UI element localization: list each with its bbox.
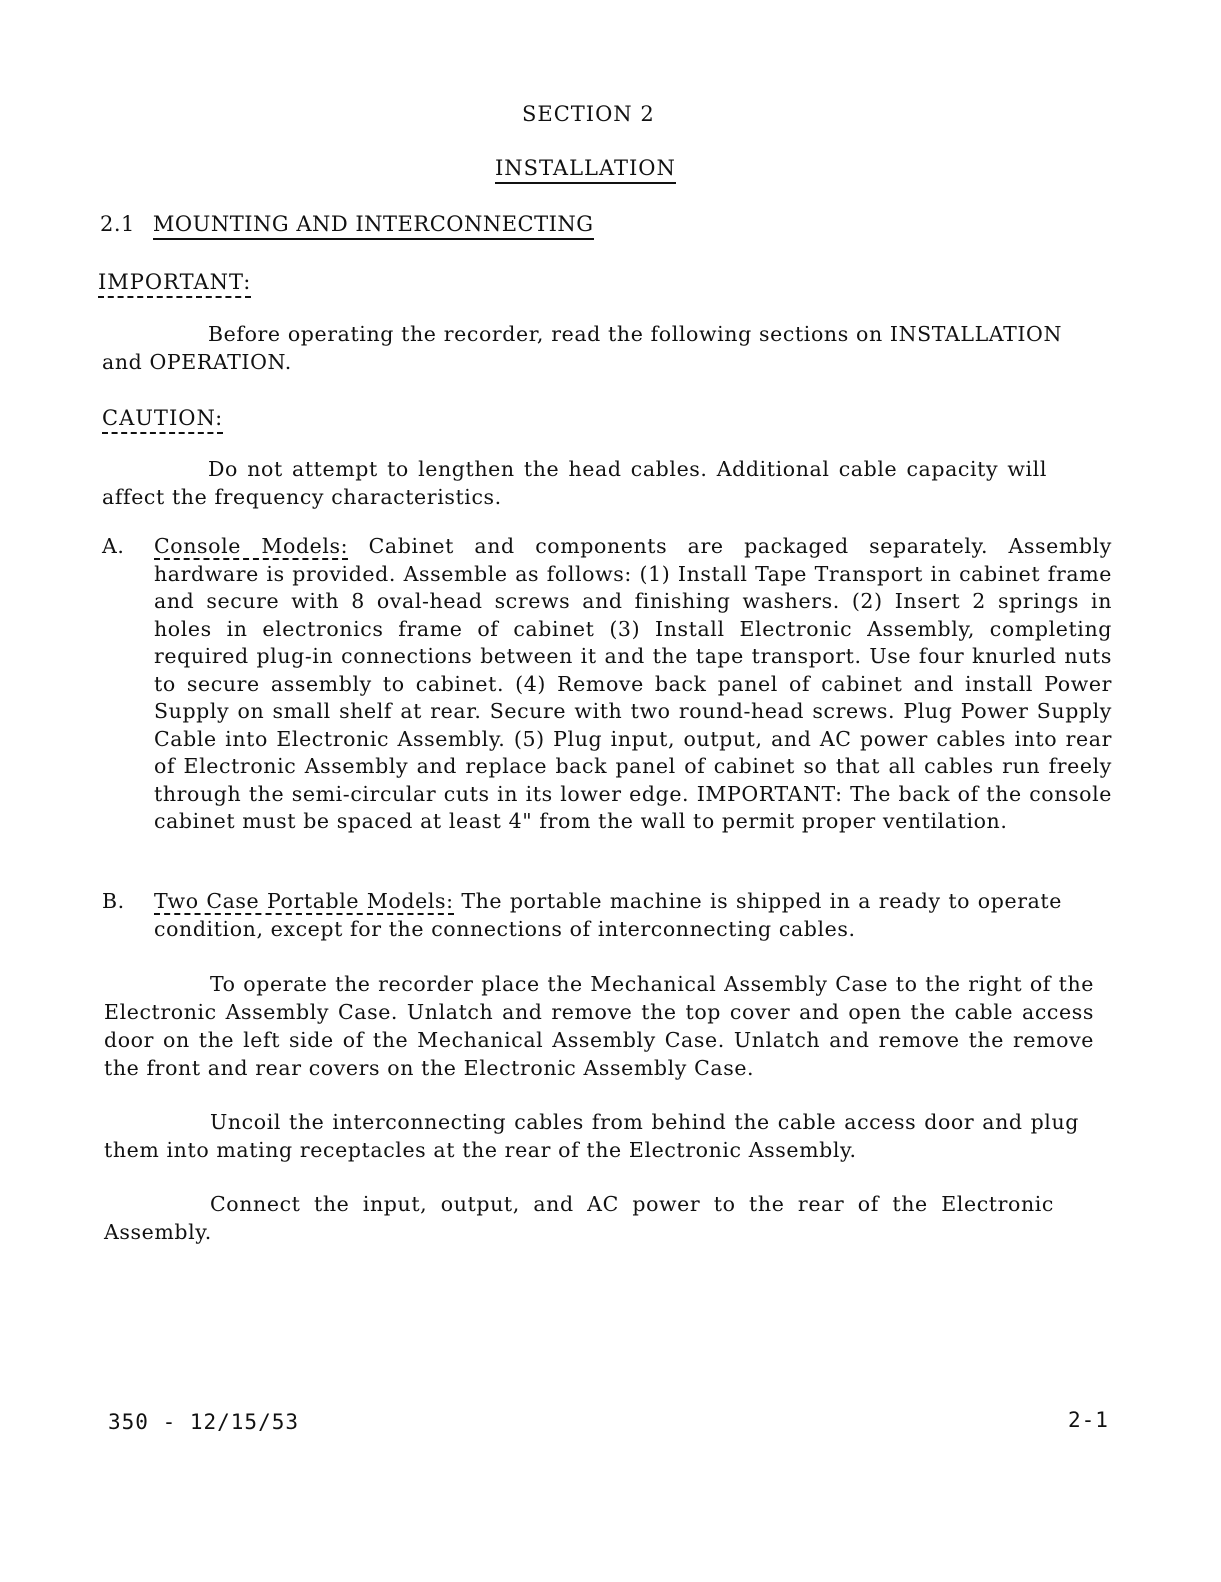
caution-paragraph: Do not attempt to lengthen the head cables. Additional cable capacity will affect the frequency characteristics. — [102, 457, 1047, 509]
list-marker: A. — [102, 534, 125, 558]
list-item-body — [154, 533, 1112, 836]
uncoil-paragraph: Uncoil the interconnecting cables from behind the cable access door and plug them into mating receptacles at the rear of the Electronic Assembly. — [104, 1110, 1079, 1162]
subsection-title: MOUNTING AND INTERCONNECTING — [153, 212, 594, 240]
section-label: SECTION 2 — [522, 102, 655, 126]
important-paragraph: Before operating the recorder, read the following sections on INSTALLATION and OPERATION. — [102, 322, 1062, 374]
list-item-console-models — [102, 533, 1112, 836]
list-item-portable-models — [102, 888, 1062, 943]
list-item-text: Cabinet and components are packaged separately. Assembly hardware is provided. Assemble as follows: (1) Install Tape Transport in cabinet frame and secure with 8 oval-head screws and finishing washers. (2) Insert 2 springs in holes in electronics frame of cabinet (3) Install Electronic Assembly, completing required plug-in connections between it and the tape transport. Use four knurled nuts to secure assembly to cabinet. (4) Remove back panel of cabinet and install Power Supply on small shelf at rear. Secure with two round-head screws. Plug Power Supply Cable into Electronic Assembly. (5) Plug input, output, and AC power cables into rear of Electronic Assembly and replace back panel of cabinet so that all cables run freely through the semi-circular cuts in its lower edge. IMPORTANT: The back of the console cabinet must be spaced at least 4" from the wall to permit proper ventilation. — [154, 534, 1112, 833]
important-label: IMPORTANT: — [98, 270, 251, 298]
document-code: 350 - 12/15/53 — [108, 1410, 300, 1434]
section-title: INSTALLATION — [495, 156, 676, 184]
list-marker: B. — [102, 889, 125, 913]
page-number: 2-1 — [1068, 1408, 1109, 1432]
list-item-heading: Console Models: — [154, 534, 349, 558]
caution-label: CAUTION: — [102, 406, 223, 434]
subsection-number: 2.1 — [100, 212, 135, 236]
list-item-body — [154, 888, 1062, 943]
list-item-text: The portable machine is shipped in a ready to operate condition, except for the connections of interconnecting cables. — [154, 889, 1062, 941]
operate-paragraph: To operate the recorder place the Mechanical Assembly Case to the right of the Electronic Assembly Case. Unlatch and remove the top cover and open the cable access door on the left side of the Mechanical Assembly Case. Unlatch and remove the remove the front and rear covers on the Electronic Assembly Case. — [104, 972, 1094, 1080]
connect-paragraph: Connect the input, output, and AC power to the rear of the Electronic Assembly. — [104, 1192, 1054, 1244]
subsection-heading — [100, 212, 594, 236]
list-item-heading: Two Case Portable Models: — [154, 889, 454, 913]
